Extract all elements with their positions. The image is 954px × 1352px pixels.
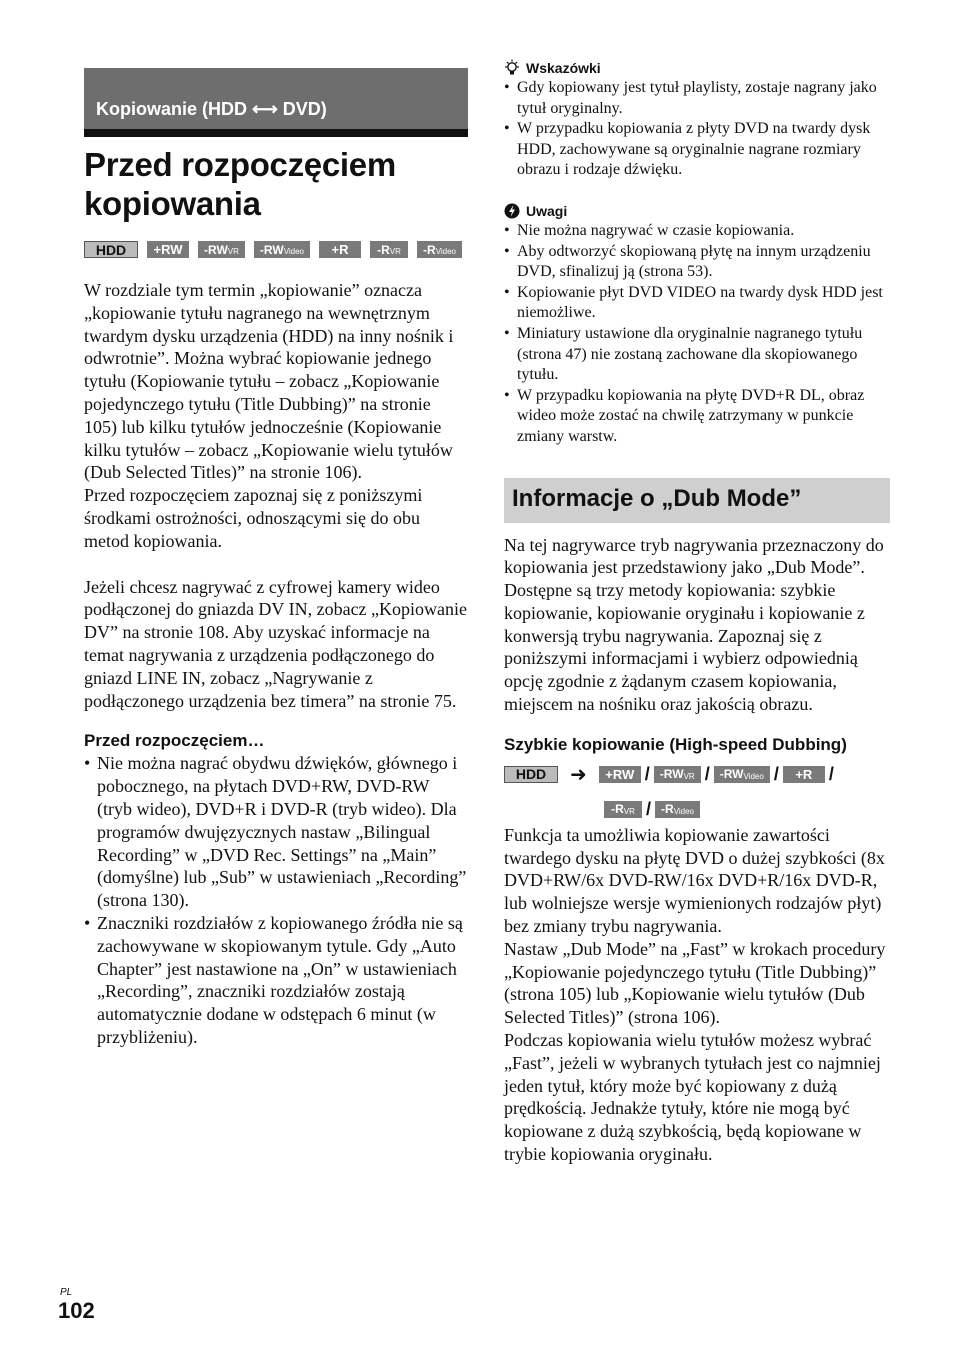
fast-dubbing-chain: HDD ➜ +RW / -RW $_{VR}$ / -RW $_{Video}$ / +R / -R $_{VR}$ / -R $_{Video}$ — [504, 762, 890, 820]
dub-mode-heading-bar — [504, 478, 890, 523]
list-item: • Gdy kopiowany jest tytuł playlisty, zostaje nagrany jako tytuł oryginalny. — [504, 78, 890, 119]
before-list — [84, 752, 468, 1048]
tips-heading — [504, 58, 890, 78]
caution-icon — [504, 203, 520, 219]
intro-paragraph-1: W rozdziale tym termin „kopiowanie” oznacza „kopiowanie tytułu nagranego na wewnętrznym twardym dysku urządzenia (HDD) na inny nośnik i odwrotnie”. Można wybrać kopiowanie jednego tytułu (Kopiowanie tytułu – zobacz „Kopiowanie pojedynczego tytułu (Title Dubbing)” na stronie 105) lub kilku tytułów jednocześnie (Kopiowanie kilku tytułów – zobacz „Kopiowanie wielu tytułów (Dub Selected Titles)” na stronie 106). — [84, 280, 454, 483]
fast-paragraph-1: Funkcja ta umożliwia kopiowanie zawartości twardego dysku na płytę DVD o dużej szybkości (8x DVD+RW/6x DVD-RW/16x DVD+R/16x DVD-R, lub wolniejsze wersje wymienionych rodzajów płyt) bez zmiany trybu nagrywania. — [504, 824, 885, 937]
disc-badges — [84, 241, 474, 258]
page-number-block — [58, 1287, 95, 1324]
badge-minus-rw-video: -RW $_{Video}$ — [714, 766, 770, 783]
list-item: • Nie można nagrywać w czasie kopiowania. — [504, 221, 890, 242]
list-item: • W przypadku kopiowania z płyty DVD na twardy dysk HDD, zachowywane są oryginalnie nagrane rozmiary obrazu i rodzaje dźwięku. — [504, 119, 890, 181]
badge-minus-r-video: -R $_{Video}$ — [417, 241, 462, 258]
tips-list — [504, 78, 890, 181]
intro-paragraph-2: Przed rozpoczęciem zapoznaj się z poniższymi środkami ostrożności, odnoszącymi się do obu metod kopiowania. — [84, 485, 423, 551]
tips-heading-label: Wskazówki — [526, 60, 601, 76]
section-bar — [84, 68, 468, 137]
badge-minus-rw-vr: -RW $_{VR}$ — [654, 766, 701, 783]
section-bar-label: Kopiowanie (HDD ⟷ DVD) — [96, 99, 327, 119]
fast-dubbing-heading: Szybkie kopiowanie (High-speed Dubbing) — [504, 734, 847, 754]
badge-hdd: HDD — [504, 766, 558, 783]
arrow-right-icon: ➜ — [570, 763, 587, 786]
intro-paragraph-3: Jeżeli chcesz nagrywać z cyfrowej kamery wideo podłączonej do gniazda DV IN, zobacz „Kopiowanie DV” na stronie 108. Aby uzyskać informacje na temat nagrywania z urządzenia podłączonego do gniazd LINE IN, zobacz „Nagrywanie z podłączonego urządzenia bez timera” na stronie 75. — [84, 576, 468, 711]
badge-hdd: HDD — [84, 241, 138, 258]
dub-mode-paragraph: Na tej nagrywarce tryb nagrywania przeznaczony do kopiowania jest przedstawiony jako „Dub Mode”. Dostępne są trzy metody kopiowania: szybkie kopiowanie, kopiowanie oryginału i kopiowanie z konwersją trybu nagrywania. Zapoznaj się z poniższymi informacjami i wybierz odpowiednią opcję zgodnie z żądanym czasem kopiowania, miejscem na nośniku oraz jakością obrazu. — [504, 534, 884, 715]
badge-minus-rw-vr: -RW $_{VR}$ — [198, 241, 245, 258]
notes-heading-label: Uwagi — [526, 202, 568, 219]
lightbulb-icon — [504, 59, 520, 77]
badge-plus-r: +R — [783, 766, 825, 783]
before-heading: Przed rozpoczęciem… — [84, 731, 265, 751]
list-item: • Miniatury ustawione dla oryginalnie nagranego tytułu (strona 47) nie zostaną zachowane dla skopiowanego tytułu. — [504, 324, 890, 386]
notes-list — [504, 221, 890, 448]
list-item: • Kopiowanie płyt DVD VIDEO na twardy dysk HDD jest niemożliwe. — [504, 283, 890, 324]
page-language: PL — [60, 1287, 73, 1298]
fast-paragraph-3: Podczas kopiowania wielu tytułów możesz wybrać „Fast”, jeżeli w wybranych tytułach jest co najmniej jeden tytuł, który może być kopiowany z dużą prędkością. Jednakże tytuły, które nie mogą być kopiowane z dużą szybkością, będą kopiowane w trybie kopiowania oryginału. — [504, 1030, 881, 1165]
badge-minus-r-video: -R $_{Video}$ — [655, 801, 700, 818]
notes-heading — [504, 201, 890, 221]
badge-minus-r-vr: -R $_{VR}$ — [370, 241, 408, 258]
badge-minus-rw-video: -RW $_{Video}$ — [254, 241, 310, 258]
list-item: • Znaczniki rozdziałów z kopiowanego źródła nie są zachowywane w skopiowanym tytule. Gdy „Auto Chapter” jest nastawione na „On” w ustawieniach „Recording”, znaczniki rozdziałów zostają automatycznie dodane w odstępach 6 minut (w przybliżeniu). — [84, 912, 468, 1049]
list-item: • W przypadku kopiowania na płytę DVD+R DL, obraz wideo może zostać na chwilę zatrzymany w punkcie zmiany warstw. — [504, 386, 890, 448]
right-column — [504, 58, 890, 1166]
badge-plus-rw: +RW — [599, 766, 641, 783]
dub-mode-heading: Informacje o „Dub Mode” — [512, 484, 802, 512]
badge-minus-r-vr: -R $_{VR}$ — [604, 801, 642, 818]
badge-plus-r: +R — [319, 241, 361, 258]
badge-plus-rw: +RW — [147, 241, 189, 258]
list-item: • Aby odtworzyć skopiowaną płytę na innym urządzeniu DVD, sfinalizuj ją (strona 53). — [504, 242, 890, 283]
list-item: • Nie można nagrać obydwu dźwięków, głównego i pobocznego, na płytach DVD+RW, DVD-RW (tryb wideo), DVD+R i DVD-R (tryb wideo). Dla programów dwujęzycznych nastaw „Bilingual Recording” w „DVD Rec. Settings” na „Main” (domyślne) lub „Sub” w ustawieniach „Recording” (strona 130). — [84, 752, 468, 912]
left-column — [84, 68, 468, 1049]
page-number: 102 — [58, 1298, 95, 1323]
fast-paragraph-2: Nastaw „Dub Mode” na „Fast” w krokach procedury „Kopiowanie pojedynczego tytułu (Title Dubbing)” (strona 105) lub „Kopiowanie wielu tytułów (Dub Selected Titles)” (strona 106). — [504, 938, 886, 1028]
page-title: Przed rozpoczęciem kopiowania — [84, 146, 396, 222]
